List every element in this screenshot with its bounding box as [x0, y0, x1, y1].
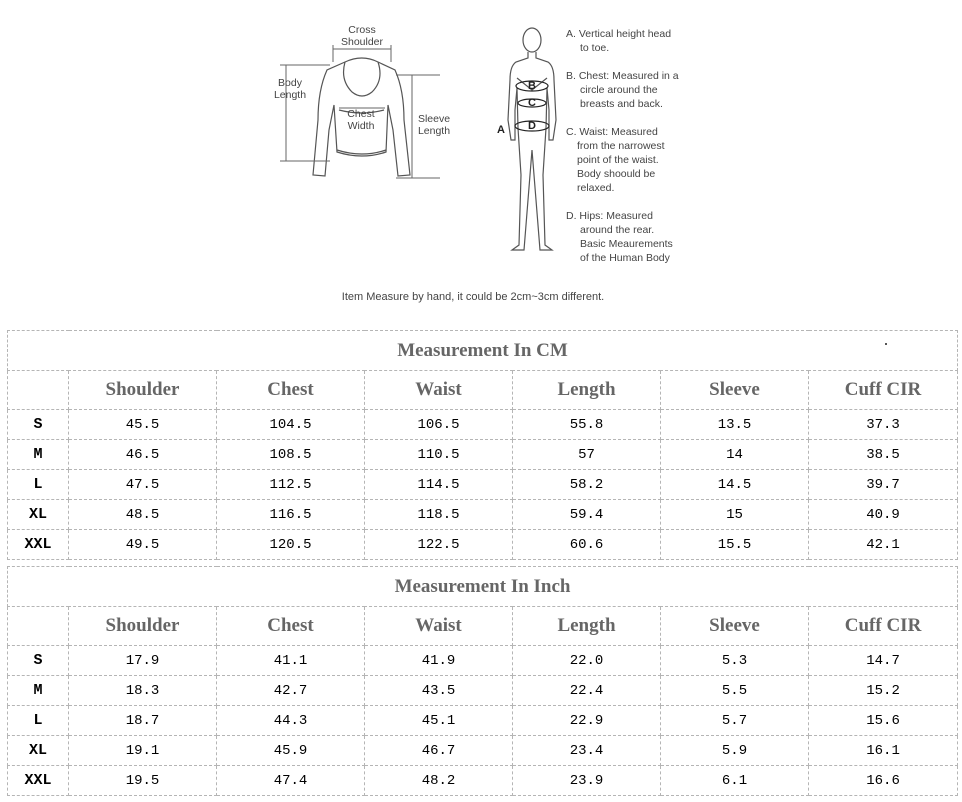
value-cell: 5.3 [661, 646, 809, 676]
table-row [8, 706, 958, 736]
value-cell: 59.4 [513, 500, 661, 530]
value-cell: 118.5 [365, 500, 513, 530]
chest-width-label-line1: Chest [347, 108, 375, 120]
value-cell: 15.2 [809, 676, 958, 706]
value-cell: 14.5 [661, 470, 809, 500]
size-cell: S [8, 646, 69, 676]
header-cell: Sleeve [661, 371, 809, 410]
description-d-line4: of the Human Body [580, 252, 670, 264]
body-letter-b: B [528, 80, 536, 92]
sleeve-length-label-line2: Length [417, 125, 451, 137]
header-cell: Waist [365, 371, 513, 410]
value-cell: 15.5 [661, 530, 809, 560]
header-cell: Chest [217, 371, 365, 410]
value-cell: 22.0 [513, 646, 661, 676]
value-cell: 48.2 [365, 766, 513, 796]
header-cell: Length [513, 371, 661, 410]
value-cell: 41.9 [365, 646, 513, 676]
table-row [8, 766, 958, 796]
body-length-label-line2: Length [273, 89, 307, 101]
value-cell: 42.7 [217, 676, 365, 706]
body-length-label-line1: Body [278, 77, 302, 89]
value-cell: 13.5 [661, 410, 809, 440]
cross-shoulder-label-line1: Cross [348, 24, 376, 36]
value-cell: 18.7 [69, 706, 217, 736]
value-cell: 44.3 [217, 706, 365, 736]
size-cell: XL [8, 736, 69, 766]
value-cell: 15 [661, 500, 809, 530]
header-cell [8, 371, 69, 410]
chest-width-label-line2: Width [347, 120, 375, 132]
value-cell: 45.9 [217, 736, 365, 766]
size-cell: XL [8, 500, 69, 530]
value-cell: 22.9 [513, 706, 661, 736]
description-d-line2: around the rear. [580, 224, 655, 236]
body-letter-c: C [528, 97, 536, 109]
value-cell: 40.9 [809, 500, 958, 530]
table-row [8, 530, 958, 560]
header-cell: Length [513, 607, 661, 646]
value-cell: 112.5 [217, 470, 365, 500]
size-cell: S [8, 410, 69, 440]
body-letter-a: A [497, 124, 505, 136]
value-cell: 37.3 [809, 410, 958, 440]
size-cell: XXL [8, 530, 69, 560]
value-cell: 48.5 [69, 500, 217, 530]
description-c-line1: C. Waist: Measured [566, 126, 658, 138]
description-b [566, 69, 679, 111]
table-header-row [8, 371, 958, 410]
description-c-line5: relaxed. [577, 182, 615, 194]
value-cell: 45.1 [365, 706, 513, 736]
description-d-line1: D. Hips: Measured [566, 210, 653, 222]
value-cell: 39.7 [809, 470, 958, 500]
header-cell: Waist [365, 607, 513, 646]
table-row [8, 410, 958, 440]
value-cell: 45.5 [69, 410, 217, 440]
table-row [8, 440, 958, 470]
table-row [8, 676, 958, 706]
cross-shoulder-label-line2: Shoulder [340, 36, 384, 48]
header-cell: Sleeve [661, 607, 809, 646]
value-cell: 106.5 [365, 410, 513, 440]
description-a-line1: A. Vertical height head [566, 28, 672, 40]
description-b-line1: B. Chest: Measured in a [566, 70, 679, 82]
value-cell: 108.5 [217, 440, 365, 470]
value-cell: 22.4 [513, 676, 661, 706]
table-title: Measurement In Inch [8, 567, 958, 607]
description-b-line2: circle around the [580, 84, 658, 96]
value-cell: 60.6 [513, 530, 661, 560]
sleeve-length-label [410, 113, 458, 137]
value-cell: 43.5 [365, 676, 513, 706]
description-d [566, 209, 673, 265]
value-cell: 55.8 [513, 410, 661, 440]
description-a-line2: to toe. [580, 42, 610, 54]
value-cell: 18.3 [69, 676, 217, 706]
body-letter-d: D [528, 120, 536, 132]
description-d-line3: Basic Meaurements [580, 238, 673, 250]
description-c [566, 125, 665, 195]
value-cell: 104.5 [217, 410, 365, 440]
description-c-line4: Body shoould be [577, 168, 656, 180]
description-a [566, 27, 671, 55]
header-cell: Shoulder [69, 371, 217, 410]
value-cell: 57 [513, 440, 661, 470]
value-cell: 46.7 [365, 736, 513, 766]
value-cell: 46.5 [69, 440, 217, 470]
value-cell: 58.2 [513, 470, 661, 500]
value-cell: 19.5 [69, 766, 217, 796]
value-cell: 110.5 [365, 440, 513, 470]
value-cell: 14 [661, 440, 809, 470]
size-table-inch [7, 566, 958, 796]
table-row [8, 470, 958, 500]
value-cell: 19.1 [69, 736, 217, 766]
table-title: Measurement In CM [8, 331, 958, 371]
value-cell: 17.9 [69, 646, 217, 676]
value-cell: 49.5 [69, 530, 217, 560]
value-cell: 122.5 [365, 530, 513, 560]
header-cell [8, 607, 69, 646]
value-cell: 16.1 [809, 736, 958, 766]
size-cell: M [8, 440, 69, 470]
sleeve-length-label-line1: Sleeve [417, 113, 451, 125]
value-cell: 5.5 [661, 676, 809, 706]
value-cell: 47.5 [69, 470, 217, 500]
cross-shoulder-label [330, 24, 394, 48]
header-cell: Cuff CIR [809, 607, 958, 646]
header-cell: Chest [217, 607, 365, 646]
size-cell: L [8, 706, 69, 736]
table-row [8, 500, 958, 530]
value-cell: 23.4 [513, 736, 661, 766]
size-table-cm [7, 330, 958, 560]
value-cell: 116.5 [217, 500, 365, 530]
size-cell: L [8, 470, 69, 500]
chest-width-label [338, 108, 384, 132]
value-cell: 16.6 [809, 766, 958, 796]
table-row [8, 646, 958, 676]
stray-dot [885, 343, 887, 345]
measurement-guide [0, 0, 962, 320]
value-cell: 47.4 [217, 766, 365, 796]
size-cell: XXL [8, 766, 69, 796]
size-cell: M [8, 676, 69, 706]
header-cell: Cuff CIR [809, 371, 958, 410]
value-cell: 42.1 [809, 530, 958, 560]
value-cell: 5.9 [661, 736, 809, 766]
sweater-and-body-figure [0, 0, 962, 290]
body-length-label [266, 77, 314, 101]
value-cell: 14.7 [809, 646, 958, 676]
value-cell: 114.5 [365, 470, 513, 500]
value-cell: 23.9 [513, 766, 661, 796]
table-row [8, 736, 958, 766]
value-cell: 38.5 [809, 440, 958, 470]
measure-note: Item Measure by hand, it could be 2cm~3cm different. [341, 291, 605, 303]
description-c-line2: from the narrowest [577, 140, 665, 152]
header-cell: Shoulder [69, 607, 217, 646]
table-header-row [8, 607, 958, 646]
value-cell: 15.6 [809, 706, 958, 736]
description-b-line3: breasts and back. [580, 98, 663, 110]
value-cell: 120.5 [217, 530, 365, 560]
value-cell: 5.7 [661, 706, 809, 736]
value-cell: 41.1 [217, 646, 365, 676]
description-c-line3: point of the waist. [577, 154, 659, 166]
value-cell: 6.1 [661, 766, 809, 796]
